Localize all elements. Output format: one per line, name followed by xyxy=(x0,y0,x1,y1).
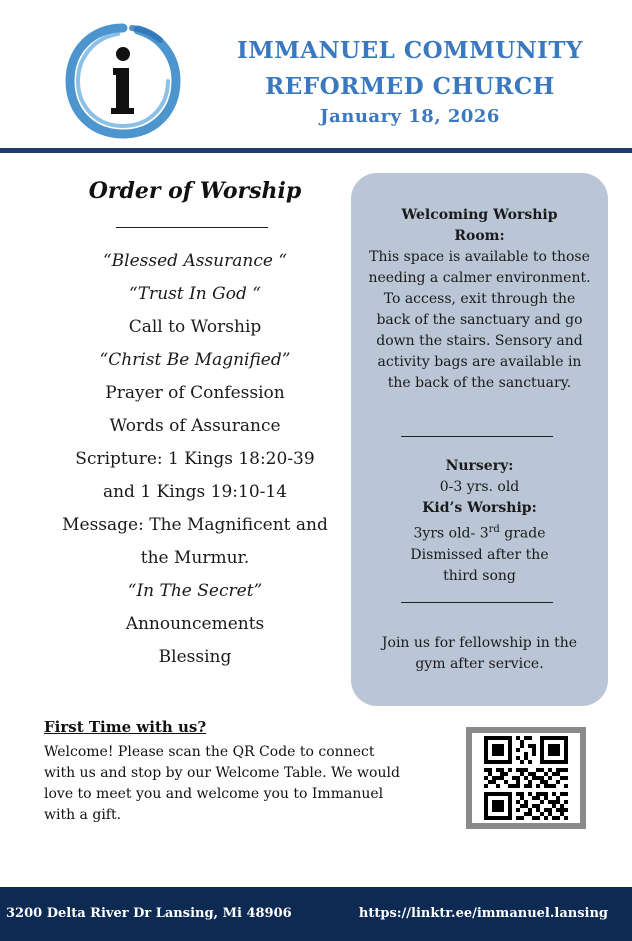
kids-dismissed-line1: Dismissed after the xyxy=(410,546,549,563)
first-time-heading: First Time with us? xyxy=(44,718,207,736)
first-time-text: Welcome! Please scan the QR Code to connect with us and stop by our Welcome Table. We would love to meet you and welcome you to Immanuel with a gift. xyxy=(44,744,400,823)
header-divider xyxy=(0,148,632,153)
bulletin-date: January 18, 2026 xyxy=(320,106,500,127)
footer-address: 3200 Delta River Dr Lansing, Mi 48906 xyxy=(6,906,292,921)
worship-divider xyxy=(116,227,268,228)
church-logo xyxy=(62,20,184,142)
kids-age-prefix: 3yrs old- 3 xyxy=(413,525,489,542)
worship-item: Announcements xyxy=(125,614,265,634)
order-of-worship-list xyxy=(45,245,345,674)
church-name xyxy=(230,33,590,105)
qr-code[interactable] xyxy=(466,727,586,829)
church-name-line1: IMMANUEL COMMUNITY xyxy=(237,37,583,64)
kids-age-suffix: grade xyxy=(499,525,546,542)
footer-link[interactable]: https://linktr.ee/immanuel.lansing xyxy=(358,906,608,921)
room-heading-line2: Room: xyxy=(454,228,505,244)
info-sidebar xyxy=(351,173,608,706)
worship-item: Blessing xyxy=(158,647,232,667)
kids-dismissed-line2: third song xyxy=(443,567,516,584)
room-heading-line1: Welcoming Worship xyxy=(401,207,558,223)
worship-item: Message: The Magnificent and xyxy=(62,515,328,535)
worship-item: Call to Worship xyxy=(128,317,262,337)
church-name-line2: REFORMED CHURCH xyxy=(265,73,555,100)
worship-song-item: “Blessed Assurance “ xyxy=(102,251,288,271)
nursery-block xyxy=(365,456,594,587)
worship-song-item: “In The Secret” xyxy=(127,581,263,601)
kids-worship-heading: Kid’s Worship: xyxy=(422,500,537,516)
order-of-worship-title: Order of Worship xyxy=(88,178,302,204)
fellowship-note: Join us for fellowship in the gym after service. xyxy=(381,635,578,672)
qr-code-icon xyxy=(484,736,568,820)
info-i-swirl-icon xyxy=(62,20,184,142)
nursery-age: 0-3 yrs. old xyxy=(439,479,520,495)
room-description: This space is available to those needing a calmer environment. To access, exit through the back of the sanctuary and go down the stairs. Sensory and activity bags are available in the back of the sanctuary. xyxy=(368,249,591,391)
worship-item: and 1 Kings 19:10-14 xyxy=(102,482,288,502)
sidebar-divider xyxy=(401,602,553,603)
kids-age-sup: rd xyxy=(488,524,500,535)
worship-song-item: “Christ Be Magnified” xyxy=(99,350,291,370)
welcoming-room-block xyxy=(365,205,594,394)
sidebar-divider xyxy=(401,436,553,437)
worship-item: Scripture: 1 Kings 18:20-39 xyxy=(75,449,315,469)
worship-item: Prayer of Confession xyxy=(105,383,285,403)
footer-bar xyxy=(0,887,632,941)
nursery-heading: Nursery: xyxy=(445,458,514,474)
worship-item: Words of Assurance xyxy=(109,416,281,436)
worship-song-item: “Trust In God “ xyxy=(129,284,261,304)
worship-item: the Murmur. xyxy=(140,548,250,568)
kids-worship-age xyxy=(365,519,594,545)
